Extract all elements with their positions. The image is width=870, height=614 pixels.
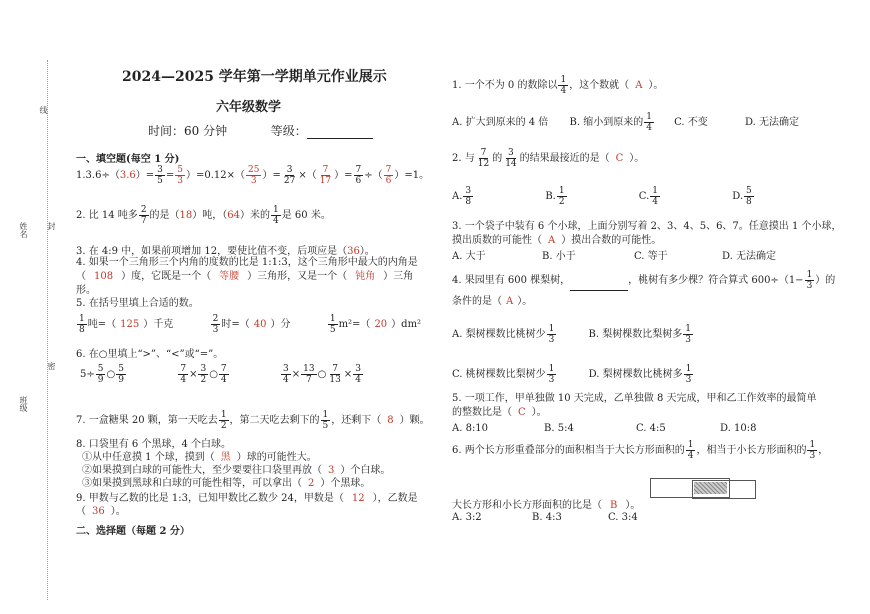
- text-segment: ）千克: [143, 319, 174, 330]
- text-segment: C. 桃树棵数比梨树少: [452, 369, 546, 380]
- text-segment: A. 3:2: [452, 512, 482, 523]
- fraction: [281, 364, 291, 385]
- binding-line: [47, 60, 48, 600]
- question-1: [76, 165, 429, 186]
- text-segment: ，桃树有多少棵？符合算式 600÷（1−: [628, 275, 804, 286]
- text-segment: 3: [200, 364, 207, 374]
- text-segment: 9: [97, 375, 104, 385]
- question-5-items: [76, 314, 421, 335]
- text-segment: 2: [212, 314, 219, 324]
- text-segment: 9. 甲数与乙数的比是 1:3，已知甲数比乙数少 24，甲数是（: [76, 493, 344, 504]
- text-segment: 是 60 米。: [281, 210, 331, 221]
- text-segment: 5: [177, 165, 183, 175]
- text-segment: 3: [177, 176, 183, 186]
- text-line: 形。: [76, 285, 96, 296]
- text-segment: 4: [560, 86, 567, 96]
- text-segment: 2. 比 14 吨多: [76, 210, 138, 221]
- text-segment: 5: [118, 364, 124, 374]
- question-5-title: 5. 在括号里填上合适的数。: [76, 298, 199, 309]
- text-segment: 1: [652, 186, 658, 196]
- text-segment: 大长方形和小长方形面积的比是（: [452, 500, 602, 511]
- margin-label-xian: 线: [39, 106, 48, 114]
- text-segment: C. 不变: [674, 117, 708, 128]
- choice-4-blank[interactable]: [570, 280, 628, 291]
- text-segment: ③如果摸到黑球和白球的可能性相等，可以拿出（: [82, 478, 302, 489]
- text-segment: 3: [548, 335, 555, 345]
- text-segment: ○: [106, 369, 116, 380]
- text-segment: ）dm²: [391, 319, 422, 330]
- text-segment: 6: [355, 176, 362, 186]
- fraction: [321, 410, 331, 431]
- grade-label: 等级：: [270, 124, 307, 138]
- text-segment: m²=（: [338, 319, 371, 330]
- text-segment: ）吨，（: [192, 210, 228, 221]
- text-segment: 条件的是（: [452, 296, 502, 307]
- text-segment: 等腰: [219, 271, 240, 282]
- text-segment: 的: [492, 153, 503, 164]
- text-segment: ，还剩下（: [331, 415, 382, 426]
- text-segment: 7: [220, 364, 227, 374]
- fraction: [807, 440, 817, 461]
- text-segment: ①从中任意摸 1 个球，摸到（: [82, 452, 215, 463]
- text-segment: 3: [157, 165, 163, 175]
- text-segment: B.: [545, 191, 556, 202]
- text-segment: ○: [317, 369, 327, 380]
- text-segment: 1: [273, 205, 279, 215]
- choice-2: [452, 148, 644, 169]
- text-segment: 1: [646, 112, 652, 122]
- text-segment: 1: [687, 440, 694, 450]
- text-segment: 1: [685, 324, 691, 334]
- fraction: [301, 364, 316, 385]
- text-segment: 1. 一个不为 0 的数除以: [452, 80, 558, 91]
- choice-5: [452, 392, 817, 436]
- text-segment: B. 5:4: [544, 423, 574, 434]
- text-segment: ）。: [625, 500, 641, 511]
- text-segment: ）个白球。: [340, 465, 391, 476]
- text-segment: 40: [253, 319, 267, 330]
- text-segment: 3. 在 4:9 中，如果前项增加 12，要使比值不变，后项应是（: [76, 246, 348, 257]
- fraction: [77, 314, 87, 335]
- text-segment: ÷（: [364, 170, 383, 181]
- fraction: [198, 364, 208, 385]
- text-segment: 1: [685, 364, 692, 374]
- fraction: [558, 75, 568, 96]
- text-segment: D. 10:8: [720, 423, 757, 434]
- text-segment: ）球的可能性大。: [236, 452, 317, 463]
- text-segment: 8: [465, 197, 472, 207]
- text-segment: 2: [220, 421, 227, 431]
- text-segment: 12: [477, 159, 490, 169]
- text-segment: ）=0.12×（: [185, 170, 246, 181]
- text-segment: 27: [283, 176, 296, 186]
- text-segment: 2. 与: [452, 153, 475, 164]
- fraction: [318, 165, 333, 186]
- fraction: [744, 186, 754, 207]
- text-segment: D.: [732, 191, 744, 202]
- text-segment: 的整数比是（: [452, 407, 512, 418]
- text-segment: 4: [273, 216, 279, 226]
- text-segment: 1.3.6÷（: [76, 170, 120, 181]
- text-segment: 4: [355, 375, 361, 385]
- text-segment: =: [165, 170, 175, 181]
- grade-blank[interactable]: [307, 128, 373, 139]
- text-segment: 4. 果园里有 600 棵梨树，: [452, 275, 571, 286]
- text-segment: D. 梨树棵数比桃树多: [588, 369, 683, 380]
- text-segment: 3: [809, 451, 816, 461]
- text-segment: ）=1。: [394, 170, 430, 181]
- margin-label-feng: 封: [47, 222, 56, 230]
- overlap-region: [694, 482, 727, 494]
- text-segment: 7: [306, 375, 312, 385]
- text-segment: 吨=（: [87, 319, 117, 330]
- text-segment: 2: [558, 197, 565, 207]
- choice-6: [452, 440, 828, 461]
- margin-label-mi: 密: [47, 362, 56, 370]
- section-fill-title: 一、填空题(每空 1 分): [76, 154, 180, 165]
- text-segment: ）。: [359, 246, 375, 257]
- text-segment: 摸出质数的可能性（: [452, 235, 542, 246]
- fraction: [211, 314, 221, 335]
- text-line: 4. 如果一个三角形三个内角的度数的比是 1:1:3，这个三角形中最大的内角是: [76, 257, 418, 268]
- choice-4-options-ab: [452, 324, 694, 345]
- text-segment: 的结果最接近的是（: [519, 153, 610, 164]
- text-segment: 36: [92, 506, 105, 517]
- fraction: [686, 440, 696, 461]
- text-segment: 3: [465, 186, 472, 196]
- fraction: [547, 364, 557, 385]
- text-segment: ，相当于小长方形面积的: [696, 445, 807, 456]
- text-segment: A. 梨树棵数比桃树少: [452, 329, 546, 340]
- question-3: [76, 242, 375, 257]
- text-segment: 9: [118, 375, 124, 385]
- fraction: [650, 186, 660, 207]
- text-segment: C. 3:4: [608, 512, 638, 523]
- choice-1: [452, 75, 663, 96]
- text-segment: D. 无法确定: [722, 251, 777, 262]
- text-segment: ）三角形，又是一个（: [247, 271, 348, 282]
- text-segment: 5: [329, 325, 336, 335]
- text-segment: 2: [200, 375, 207, 385]
- text-segment: 12: [351, 493, 365, 504]
- text-segment: C. 等于: [634, 251, 668, 262]
- question-8: [76, 438, 390, 490]
- text-segment: 6. 两个长方形重叠部分的面积相当于大长方形面积的: [452, 445, 685, 456]
- text-segment: 4: [652, 197, 658, 207]
- text-segment: 7. 一盒糖果 20 颗，第一天吃去: [76, 415, 218, 426]
- text-segment: 7: [385, 165, 392, 175]
- text-segment: 8: [79, 325, 85, 335]
- fraction: [476, 148, 491, 169]
- fraction: [683, 324, 693, 345]
- text-segment: 3: [508, 148, 514, 158]
- text-segment: 7: [180, 364, 187, 374]
- time-label: 时间：60 分钟: [148, 124, 228, 138]
- text-segment: ）=: [262, 170, 281, 181]
- text-segment: 3: [548, 375, 555, 385]
- text-segment: C: [615, 153, 624, 164]
- fraction: [463, 186, 473, 207]
- text-segment: 3: [212, 325, 219, 335]
- text-segment: ）分: [270, 319, 291, 330]
- text-segment: 3: [283, 364, 289, 374]
- text-segment: （: [76, 506, 86, 517]
- text-segment: 1: [558, 186, 565, 196]
- text-segment: 13: [303, 364, 315, 374]
- text-segment: ）。: [531, 407, 547, 418]
- text-segment: 2: [308, 478, 315, 489]
- text-segment: ）=: [334, 170, 353, 181]
- fraction: [282, 165, 297, 186]
- text-segment: 1: [329, 314, 336, 324]
- text-segment: 4: [220, 375, 227, 385]
- fraction: [178, 364, 188, 385]
- question-9: [76, 492, 418, 518]
- text-segment: 7: [355, 165, 362, 175]
- text-segment: ）个黑球。: [320, 478, 371, 489]
- text-segment: 的是（: [149, 210, 180, 221]
- fraction: [557, 186, 567, 207]
- fraction: [353, 364, 363, 385]
- text-segment: A: [635, 80, 643, 91]
- text-segment: ，这个数就（: [569, 80, 630, 91]
- text-segment: 1: [809, 440, 816, 450]
- text-segment: 1: [806, 270, 813, 280]
- text-segment: （: [76, 271, 86, 282]
- text-segment: 20: [374, 319, 388, 330]
- text-segment: C: [518, 407, 526, 418]
- text-segment: 时=（: [221, 319, 250, 330]
- text-segment: A. 大于: [452, 251, 486, 262]
- text-segment: A.: [452, 191, 463, 202]
- text-segment: C. 4:5: [636, 423, 666, 434]
- text-segment: C.: [638, 191, 650, 202]
- text-segment: 13: [329, 375, 341, 385]
- fraction: [175, 165, 185, 186]
- margin-label-class: 班级: [19, 396, 28, 412]
- fraction: [503, 148, 518, 169]
- text-segment: ）。: [517, 296, 533, 307]
- text-segment: B: [610, 500, 618, 511]
- text-segment: 3: [355, 364, 361, 374]
- text-segment: ×: [291, 369, 301, 380]
- text-segment: 7: [332, 364, 338, 374]
- text-segment: ×: [343, 369, 353, 380]
- question-4: [76, 256, 418, 298]
- text-segment: A. 扩大到原来的 4 倍: [452, 117, 549, 128]
- text-segment: 125: [120, 319, 140, 330]
- text-segment: 5: [157, 176, 163, 186]
- fraction: [219, 364, 229, 385]
- text-segment: ）摸出合数的可能性。: [561, 235, 662, 246]
- fraction: [139, 205, 149, 226]
- text-segment: 3: [685, 375, 692, 385]
- text-segment: 3: [328, 465, 335, 476]
- fraction: [155, 165, 165, 186]
- text-segment: 7: [480, 148, 487, 158]
- text-segment: D. 无法确定: [744, 117, 800, 128]
- text-segment: 4: [687, 451, 694, 461]
- text-segment: 1: [560, 75, 567, 85]
- text-segment: 5: [322, 421, 329, 431]
- text-segment: ②如果摸到白球的可能性大，至少要要往口袋里再放（: [82, 465, 322, 476]
- text-segment: 64: [227, 210, 241, 221]
- text-segment: A. 8:10: [452, 423, 489, 434]
- text-segment: 18: [179, 210, 193, 221]
- fraction: [96, 364, 106, 385]
- text-segment: 14: [505, 159, 517, 169]
- text-segment: B. 4:3: [532, 512, 562, 523]
- text-segment: ）。: [110, 506, 126, 517]
- text-segment: B. 缩小到原来的: [569, 117, 644, 128]
- text-segment: ○: [209, 369, 218, 380]
- choice-2-options: [452, 186, 755, 207]
- question-2: [76, 205, 331, 226]
- text-segment: 3: [286, 165, 293, 175]
- text-segment: ）三角: [383, 271, 414, 282]
- choice-1-options: [452, 112, 799, 133]
- text-line: 5. 一项工作，甲单独做 10 天完成，乙单独做 8 天完成，甲和乙工作效率的最简单: [452, 393, 817, 404]
- text-segment: 4: [283, 375, 289, 385]
- fraction: [644, 112, 654, 133]
- text-segment: 8: [746, 197, 752, 207]
- question-7: [76, 410, 430, 431]
- choice-6-options: [452, 512, 638, 523]
- fraction: [354, 165, 364, 186]
- text-line: 8. 口袋里有 6 个黑球，4 个白球。: [76, 439, 231, 450]
- page-subtitle: 六年级数学: [216, 100, 282, 115]
- question-6-items: [80, 364, 364, 385]
- fraction: [246, 165, 261, 186]
- text-segment: B. 梨树棵数比梨树多: [588, 329, 683, 340]
- fraction: [684, 364, 694, 385]
- text-segment: 25: [248, 165, 260, 175]
- text-segment: ×: [189, 369, 198, 380]
- text-segment: 1: [79, 314, 85, 324]
- text-segment: ）=: [135, 170, 155, 181]
- text-segment: 1: [322, 410, 329, 420]
- section-choice-title: 二、选择题（每题 2 分）: [76, 526, 190, 537]
- page-title: 2024—2025 学年第一学期单元作业展示: [122, 69, 387, 85]
- fraction: [805, 270, 815, 291]
- text-segment: 3: [685, 335, 691, 345]
- choice-3: [452, 220, 842, 264]
- choice-4-options-cd: [452, 364, 694, 385]
- text-segment: 1: [220, 410, 227, 420]
- text-segment: ）米的: [240, 210, 271, 221]
- text-segment: 36: [347, 246, 360, 257]
- fraction: [116, 364, 126, 385]
- text-line: 3. 一个袋子中装有 6 个小球，上面分别写着 2、3、4、5、6、7。任意摸出 1 个小球，: [452, 221, 842, 232]
- text-segment: 5: [746, 186, 752, 196]
- text-segment: A: [506, 296, 514, 307]
- text-segment: ）。: [629, 153, 645, 164]
- text-segment: 5: [97, 364, 104, 374]
- text-segment: 108: [94, 271, 114, 282]
- choice-6-line2: [452, 496, 640, 511]
- text-segment: ）。: [648, 80, 664, 91]
- fraction: [219, 410, 229, 431]
- choice-4: [452, 270, 835, 309]
- text-segment: 8: [387, 415, 394, 426]
- text-segment: ），乙数是: [372, 493, 418, 504]
- text-segment: 4: [180, 375, 187, 385]
- text-segment: 7: [322, 165, 329, 175]
- fraction: [271, 205, 281, 226]
- text-segment: 钝角: [355, 271, 376, 282]
- fraction: [384, 165, 394, 186]
- text-segment: B. 小于: [542, 251, 576, 262]
- text-segment: ×（: [298, 170, 317, 181]
- fraction: [547, 324, 557, 345]
- text-segment: ，: [818, 445, 829, 456]
- text-segment: ）度，它既是一个（: [121, 271, 212, 282]
- question-6-title: 6. 在○里填上“>”、“<”或“=”。: [76, 349, 224, 360]
- text-segment: 1: [548, 324, 555, 334]
- text-segment: ，第二天吃去剩下的: [229, 415, 320, 426]
- text-segment: 17: [319, 176, 332, 186]
- text-segment: 4: [646, 123, 652, 133]
- text-segment: 6: [385, 176, 392, 186]
- text-segment: ）的: [815, 275, 836, 286]
- text-segment: 3: [250, 176, 257, 186]
- text-segment: 3: [806, 281, 813, 291]
- text-segment: 黑: [220, 452, 231, 463]
- margin-label-name: 姓名: [19, 222, 28, 238]
- text-segment: 2: [140, 205, 147, 215]
- time-info: [148, 122, 373, 139]
- fraction: [327, 364, 342, 385]
- text-segment: 1: [548, 364, 555, 374]
- text-segment: 7: [140, 216, 147, 226]
- text-segment: A: [548, 235, 556, 246]
- fraction: [328, 314, 338, 335]
- text-segment: 5÷: [80, 369, 95, 380]
- text-segment: ）颗。: [399, 415, 430, 426]
- text-segment: 3.6: [119, 170, 136, 181]
